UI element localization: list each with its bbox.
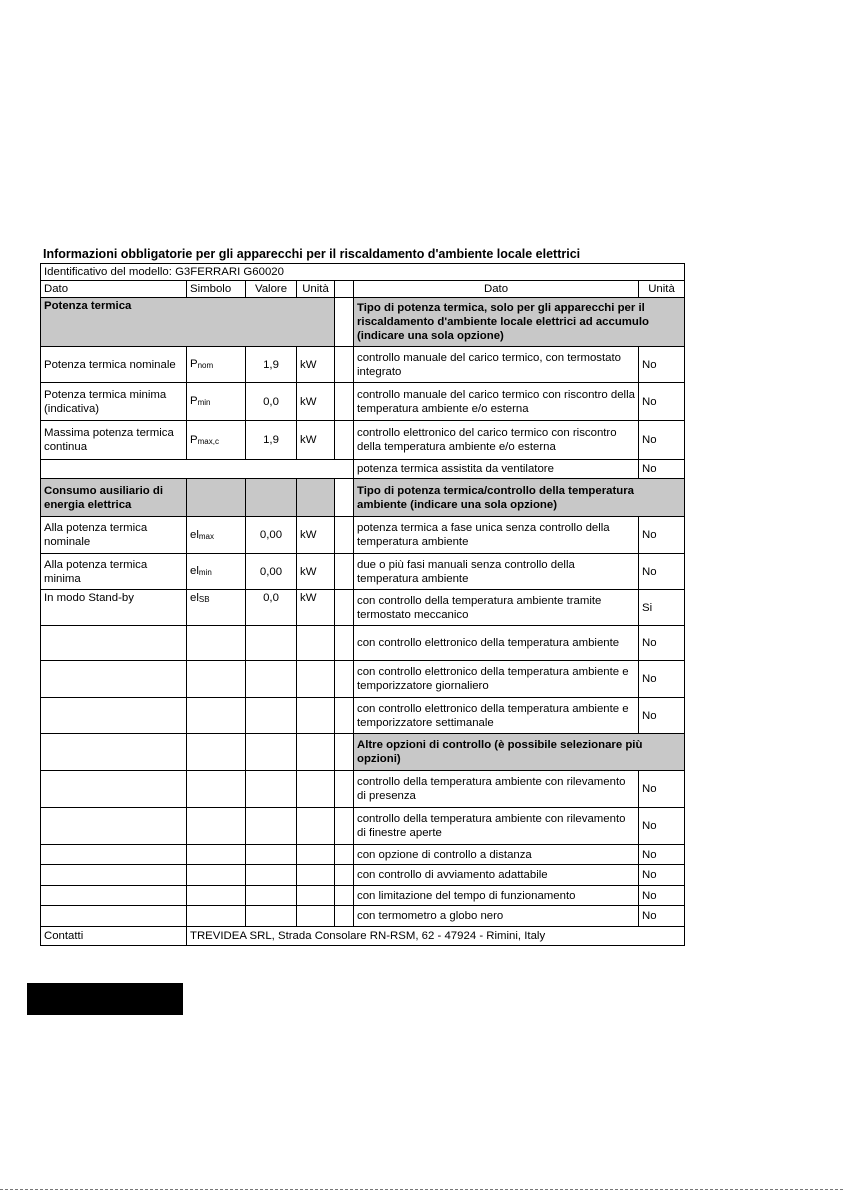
row-simbolo: $P_{min}$ — [187, 383, 246, 421]
spacer-cell — [335, 590, 354, 626]
table-row — [41, 734, 685, 771]
empty-cell — [187, 698, 246, 734]
spacer-cell — [335, 517, 354, 554]
table-row — [41, 347, 685, 383]
empty-cell — [41, 734, 187, 771]
contacts-value: TREVIDEA SRL, Strada Consolare RN-RSM, 62 - 47924 - Rimini, Italy — [187, 927, 685, 946]
empty-cell — [246, 865, 297, 886]
empty-cell — [41, 698, 187, 734]
spacer-cell — [335, 421, 354, 460]
row-dato-right: con limitazione del tempo di funzionamento — [354, 886, 639, 906]
table-row — [41, 421, 685, 460]
empty-cell — [41, 865, 187, 886]
contacts-label: Contatti — [41, 927, 187, 946]
row-unita-right: No — [639, 383, 685, 421]
row-unita-right: No — [639, 808, 685, 845]
row-unita: kW — [297, 347, 335, 383]
empty-cell — [41, 886, 187, 906]
empty-cell — [41, 906, 187, 927]
model-identifier: Identificativo del modello: G3FERRARI G60020 — [41, 264, 685, 281]
header-valore: Valore — [246, 281, 297, 298]
empty-cell — [187, 865, 246, 886]
section-altre-opzioni: Altre opzioni di controllo (è possibile selezionare più opzioni) — [354, 734, 685, 771]
row-valore: 1,9 — [246, 421, 297, 460]
redaction-bar — [27, 983, 183, 1015]
row-unita-right: No — [639, 554, 685, 590]
row-unita: kW — [297, 421, 335, 460]
empty-cell — [41, 808, 187, 845]
empty-cell — [187, 886, 246, 906]
row-unita: kW — [297, 517, 335, 554]
section-tipo-controllo: Tipo di potenza termica/controllo della temperatura ambiente (indicare una sola opzione) — [354, 479, 685, 517]
empty-cell — [187, 626, 246, 661]
row-dato: Alla potenza termica minima — [41, 554, 187, 590]
table-row — [41, 626, 685, 661]
table-row — [41, 906, 685, 927]
row-dato: Alla potenza termica nominale — [41, 517, 187, 554]
row-unita-right: No — [639, 347, 685, 383]
spacer-cell — [335, 347, 354, 383]
table-row — [41, 460, 685, 479]
section-potenza-termica: Potenza termica — [41, 298, 335, 347]
section-tipo-potenza: Tipo di potenza termica, solo per gli apparecchi per il riscaldamento d'ambiente locale elettrici ad accumulo (indicare una sola opzione) — [354, 298, 685, 347]
row-simbolo: $el_{min}$ — [187, 554, 246, 590]
empty-cell — [246, 886, 297, 906]
row-unita-right: No — [639, 845, 685, 865]
row-unita-right: No — [639, 906, 685, 927]
row-dato-right: controllo manuale del carico termico con riscontro della temperatura ambiente e/o esterna — [354, 383, 639, 421]
empty-cell — [246, 771, 297, 808]
empty-cell — [187, 906, 246, 927]
header-unita-right: Unità — [639, 281, 685, 298]
row-dato-right: con controllo della temperatura ambiente tramite termostato meccanico — [354, 590, 639, 626]
row-unita-right: No — [639, 771, 685, 808]
table-row — [41, 661, 685, 698]
row-dato-right: con controllo elettronico della temperatura ambiente e temporizzatore giornaliero — [354, 661, 639, 698]
table-row — [41, 517, 685, 554]
row-unita-right: No — [639, 421, 685, 460]
empty-cell — [41, 661, 187, 698]
table-row — [41, 698, 685, 734]
empty-cell — [41, 845, 187, 865]
empty-cell — [297, 865, 335, 886]
row-unita: kW — [297, 554, 335, 590]
header-simbolo: Simbolo — [187, 281, 246, 298]
empty-cell — [297, 886, 335, 906]
row-simbolo: $el_{max}$ — [187, 517, 246, 554]
spacer-cell — [335, 298, 354, 347]
table-row — [41, 383, 685, 421]
empty-cell — [187, 734, 246, 771]
row-dato-right: controllo della temperatura ambiente con rilevamento di presenza — [354, 771, 639, 808]
row-unita-right: No — [639, 460, 685, 479]
spacer-cell — [335, 383, 354, 421]
spacer-cell — [335, 865, 354, 886]
empty-cell — [297, 845, 335, 865]
empty-cell — [187, 845, 246, 865]
row-valore: 0,0 — [246, 383, 297, 421]
row-simbolo: $P_{max,c}$ — [187, 421, 246, 460]
section-consumo-ausiliario: Consumo ausiliario di energia elettrica — [41, 479, 187, 517]
row-dato-right: con controllo di avviamento adattabile — [354, 865, 639, 886]
empty-cell — [297, 626, 335, 661]
contacts-row — [41, 927, 685, 946]
spacer-cell — [335, 808, 354, 845]
row-dato-right: con controllo elettronico della temperatura ambiente — [354, 626, 639, 661]
row-dato-right: controllo della temperatura ambiente con rilevamento di finestre aperte — [354, 808, 639, 845]
table-row — [41, 479, 685, 517]
empty-cell — [246, 906, 297, 927]
row-unita-right: No — [639, 661, 685, 698]
empty-cell — [297, 698, 335, 734]
header-unita: Unità — [297, 281, 335, 298]
table-row — [41, 298, 685, 347]
spacer-cell — [335, 661, 354, 698]
row-valore: 0,0 — [246, 590, 297, 626]
empty-cell — [297, 906, 335, 927]
empty-cell — [297, 734, 335, 771]
empty-cell — [187, 661, 246, 698]
row-dato: In modo Stand-by — [41, 590, 187, 626]
empty-cell — [246, 734, 297, 771]
row-dato-right: potenza termica assistita da ventilatore — [354, 460, 639, 479]
spacer-cell — [335, 479, 354, 517]
row-unita-right: No — [639, 886, 685, 906]
row-simbolo: $P_{nom}$ — [187, 347, 246, 383]
row-dato-right: con controllo elettronico della temperatura ambiente e temporizzatore settimanale — [354, 698, 639, 734]
row-valore: 0,00 — [246, 517, 297, 554]
gray-cell — [297, 479, 335, 517]
spacer-cell — [335, 886, 354, 906]
empty-cell — [187, 771, 246, 808]
empty-cell — [246, 698, 297, 734]
gray-cell — [246, 479, 297, 517]
info-table — [40, 263, 685, 946]
empty-cell — [41, 460, 354, 479]
row-valore: 0,00 — [246, 554, 297, 590]
spacer-cell — [335, 906, 354, 927]
empty-cell — [297, 808, 335, 845]
document-title: Informazioni obbligatorie per gli apparecchi per il riscaldamento d'ambiente locale elettrici — [43, 247, 581, 261]
gray-cell — [187, 479, 246, 517]
table-row — [41, 845, 685, 865]
table-row — [41, 886, 685, 906]
empty-cell — [297, 771, 335, 808]
table-row — [41, 590, 685, 626]
spacer-cell — [335, 845, 354, 865]
header-dato-right: Dato — [354, 281, 639, 298]
empty-cell — [246, 626, 297, 661]
empty-cell — [187, 808, 246, 845]
page-bottom-rule — [0, 1189, 843, 1190]
model-row — [41, 264, 685, 281]
spacer-cell — [335, 734, 354, 771]
spacer-cell — [335, 698, 354, 734]
row-dato-right: con termometro a globo nero — [354, 906, 639, 927]
row-dato-right: potenza termica a fase unica senza controllo della temperatura ambiente — [354, 517, 639, 554]
row-dato: Potenza termica nominale — [41, 347, 187, 383]
empty-cell — [41, 771, 187, 808]
empty-cell — [246, 808, 297, 845]
row-unita-right: No — [639, 865, 685, 886]
empty-cell — [246, 845, 297, 865]
row-dato-right: controllo elettronico del carico termico con riscontro della temperatura ambiente e/o esterna — [354, 421, 639, 460]
row-unita-right: No — [639, 698, 685, 734]
row-dato: Potenza termica minima (indicativa) — [41, 383, 187, 421]
header-dato: Dato — [41, 281, 187, 298]
spacer-cell — [335, 771, 354, 808]
row-unita: kW — [297, 383, 335, 421]
table-row — [41, 554, 685, 590]
row-unita: kW — [297, 590, 335, 626]
header-row — [41, 281, 685, 298]
row-dato: Massima potenza termica continua — [41, 421, 187, 460]
row-dato-right: due o più fasi manuali senza controllo della temperatura ambiente — [354, 554, 639, 590]
row-simbolo: $el_{SB}$ — [187, 590, 246, 626]
table-row — [41, 865, 685, 886]
table-row — [41, 808, 685, 845]
row-dato-right: controllo manuale del carico termico, con termostato integrato — [354, 347, 639, 383]
spacer-cell — [335, 554, 354, 590]
row-unita-right: No — [639, 517, 685, 554]
row-unita-right: No — [639, 626, 685, 661]
spacer-cell — [335, 281, 354, 298]
spacer-cell — [335, 626, 354, 661]
empty-cell — [246, 661, 297, 698]
row-unita-right: Si — [639, 590, 685, 626]
table-row — [41, 771, 685, 808]
empty-cell — [297, 661, 335, 698]
row-dato-right: con opzione di controllo a distanza — [354, 845, 639, 865]
row-valore: 1,9 — [246, 347, 297, 383]
empty-cell — [41, 626, 187, 661]
